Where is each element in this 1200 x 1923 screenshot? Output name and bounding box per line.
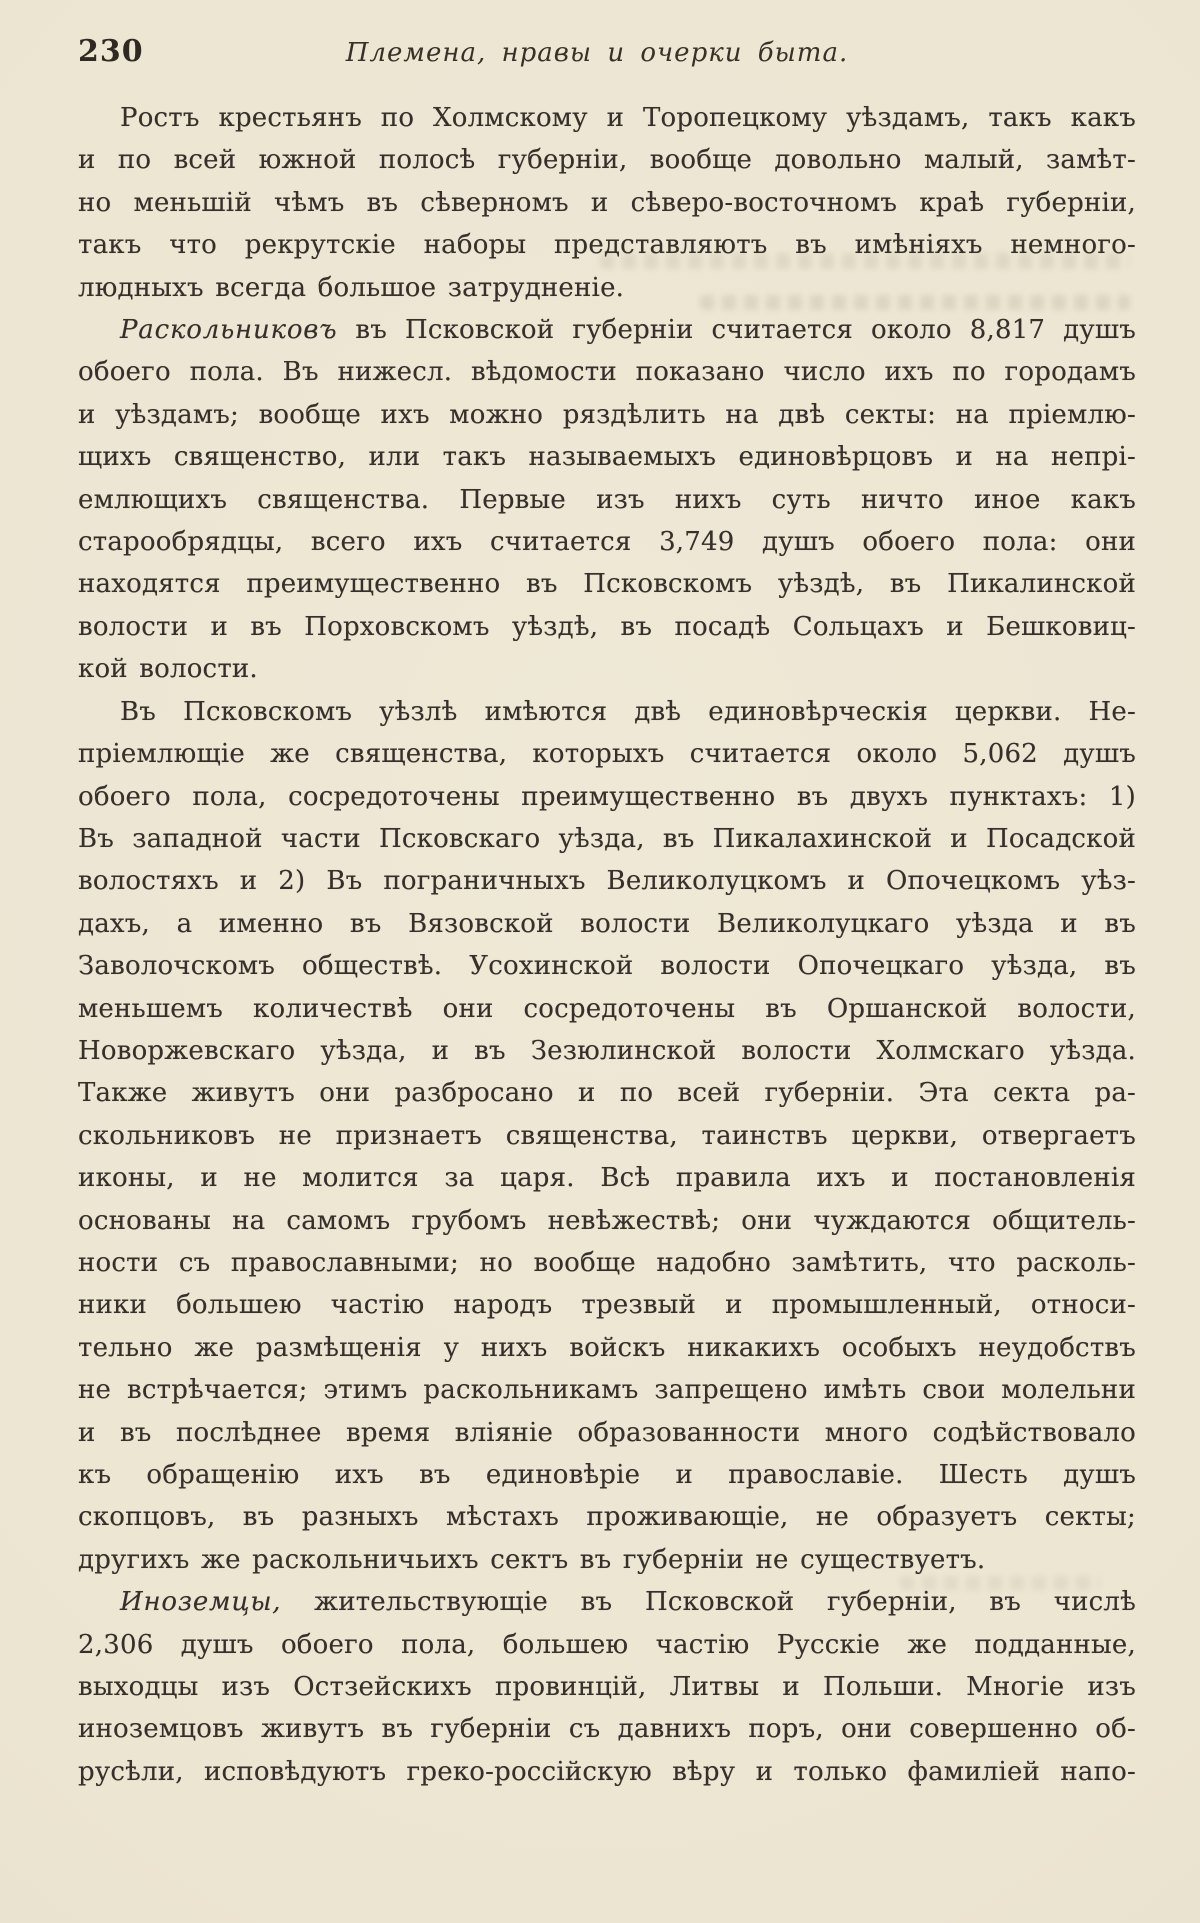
text-line: обоего пола, сосредоточены преимущественно въ двухъ пунктахъ: 1) bbox=[78, 781, 1136, 812]
text-line: другихъ же раскольничьихъ сектъ въ губерніи не существуетъ. bbox=[78, 1544, 986, 1575]
text-line: щихъ священство, или такъ называемыхъ единовѣрцовъ и на непрі- bbox=[78, 442, 1136, 473]
text-line: Въ Псковскомъ уѣзлѣ имѣются двѣ единовѣрческія церкви. Не- bbox=[120, 696, 1136, 727]
text-line: скопцовъ, въ разныхъ мѣстахъ проживающіе, не образуетъ секты; bbox=[78, 1502, 1136, 1533]
paragraph bbox=[78, 309, 1136, 691]
text-line: русѣли, исповѣдуютъ греко-россійскую вѣру и только фамиліей напо- bbox=[78, 1756, 1136, 1787]
page-body bbox=[78, 97, 1136, 1793]
text-line: меньшемъ количествѣ они сосредоточены въ Оршанской волости, bbox=[78, 993, 1136, 1024]
running-head bbox=[78, 34, 1136, 69]
text-line: людныхъ всегда большое затрудненіе. bbox=[78, 272, 625, 303]
text-line: скольниковъ не признаетъ священства, таинствъ церкви, отвергаетъ bbox=[78, 1120, 1136, 1151]
text-line: и въ послѣднее время вліяніе образованности много содѣйствовало bbox=[78, 1417, 1136, 1448]
text-line: основаны на самомъ грубомъ невѣжествѣ; они чуждаются общитель- bbox=[78, 1205, 1136, 1236]
text-line: волости и въ Порховскомъ уѣздѣ, въ посадѣ Сольцахъ и Бешковиц- bbox=[78, 611, 1136, 642]
text-line: и уѣздамъ; вообще ихъ можно ряздѣлить на двѣ секты: на пріемлю- bbox=[78, 399, 1136, 430]
text-line: находятся преимущественно въ Псковскомъ уѣздѣ, въ Пикалинской bbox=[78, 569, 1136, 600]
paragraph bbox=[78, 1581, 1136, 1793]
italic-lead-word: Иноземцы, bbox=[120, 1587, 282, 1618]
text-line: 2,306 душъ обоего пола, большею частію Русскіе же подданные, bbox=[78, 1629, 1136, 1660]
text-line: кой волости. bbox=[78, 654, 258, 685]
italic-lead-word: Раскольниковъ bbox=[120, 315, 338, 346]
text-line: не встрѣчается; этимъ раскольникамъ запрещено имѣть свои молельни bbox=[78, 1375, 1136, 1406]
text-line: такъ что рекрутскіе наборы представляютъ въ имѣніяхъ немного- bbox=[78, 230, 1136, 261]
paragraph bbox=[78, 691, 1136, 1582]
text-line: ности съ православными; но вообще надобно замѣтить, что расколь- bbox=[78, 1247, 1136, 1278]
text-line: Иноземцы, жительствующіе въ Псковской губерніи, въ числѣ bbox=[120, 1587, 1136, 1618]
paragraph bbox=[78, 97, 1136, 309]
text-line: Ростъ крестьянъ по Холмскому и Торопецкому уѣздамъ, такъ какъ bbox=[120, 103, 1136, 133]
running-header-title: Племена, нравы и очерки быта. bbox=[345, 38, 849, 68]
text-line: Также живутъ они разбросано и по всей губерніи. Эта секта ра- bbox=[78, 1078, 1136, 1109]
text-line: волостяхъ и 2) Въ пограничныхъ Великолуцкомъ и Опочецкомъ уѣз- bbox=[78, 866, 1136, 897]
text-line: старообрядцы, всего ихъ считается 3,749 душъ обоего пола: они bbox=[78, 527, 1136, 558]
text-line: емлющихъ священства. Первые изъ нихъ суть ничто иное какъ bbox=[78, 484, 1136, 515]
text-line: дахъ, а именно въ Вязовской волости Великолуцкаго уѣзда и въ bbox=[78, 908, 1136, 939]
text-line: Новоржевскаго уѣзда, и въ Зезюлинской волости Холмскаго уѣзда. bbox=[78, 1035, 1136, 1066]
text-line: Заволочскомъ обществѣ. Усохинской волости Опочецкаго уѣзда, въ bbox=[78, 951, 1136, 982]
text-line: иконы, и не молится за царя. Всѣ правила ихъ и постановленія bbox=[78, 1163, 1136, 1194]
page-number: 230 bbox=[78, 34, 144, 69]
text-line: Въ западной части Псковскаго уѣзда, въ Пикалахинской и Посадской bbox=[78, 823, 1136, 854]
text-line: пріемлющіе же священства, которыхъ считается около 5,062 душъ bbox=[78, 739, 1136, 770]
text-line: но меньшій чѣмъ въ сѣверномъ и сѣверо-восточномъ краѣ губерніи, bbox=[78, 187, 1136, 218]
text-line: къ обращенію ихъ въ единовѣріе и православіе. Шесть душъ bbox=[78, 1460, 1136, 1490]
text-line: тельно же размѣщенія у нихъ войскъ никакихъ особыхъ неудобствъ bbox=[78, 1332, 1136, 1363]
text-line: Раскольниковъ въ Псковской губерніи считается около 8,817 душъ bbox=[120, 315, 1136, 346]
text-line: и по всей южной полосѣ губерніи, вообще довольно малый, замѣт- bbox=[78, 145, 1136, 176]
text-line: ники большею частію народъ трезвый и промышленный, относи- bbox=[78, 1290, 1136, 1321]
text-line: выходцы изъ Остзейскихъ провинцій, Литвы и Польши. Многіе изъ bbox=[78, 1672, 1136, 1703]
text-line: иноземцовъ живутъ въ губерніи съ давнихъ поръ, они совершенно об- bbox=[78, 1714, 1136, 1745]
text-line: обоего пола. Въ нижесл. вѣдомости показано число ихъ по городамъ bbox=[78, 357, 1136, 388]
